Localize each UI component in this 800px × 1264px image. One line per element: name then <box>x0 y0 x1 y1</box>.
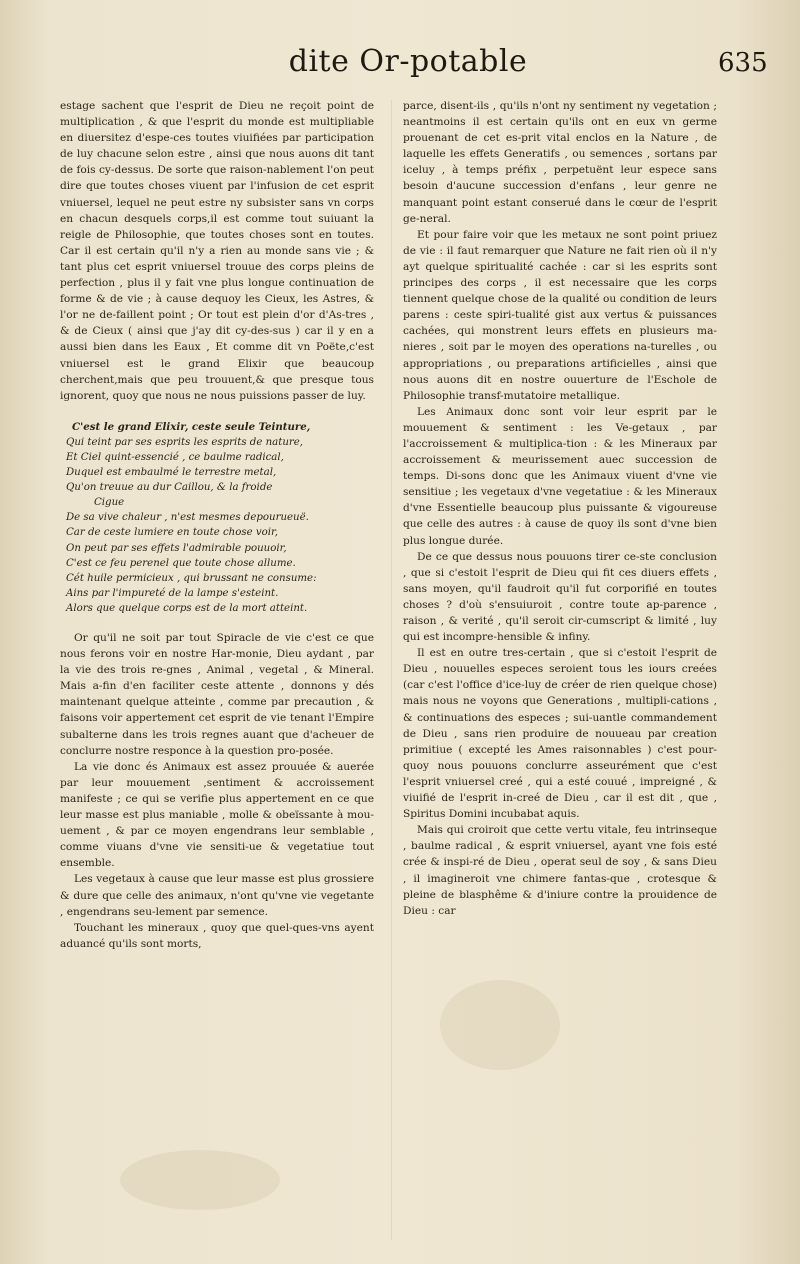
paragraph: Il est en outre tres-certain , que si c'estoit l'esprit de Dieu , nouuelles especes seroient tous les iours creées (car c'est l'office d'ice-luy de créer de rien quelque chose) mais nous ne voyons que Generations , multipli-cations , & continuations des especes ; sui-uantle commandement de Dieu , sans rien produire de nouueau par creation primitiue ( excepté les Ames raisonnables ) c'est pour-quoy nous pouuons conclurre asseurément que c'est l'esprit vniuersel creé , qui a esté couué , impreigné , & viuifié de l'esprit in-creé de Dieu , car il est dit , que , Spiritus Domini incubabat aquis. <box>403 647 717 821</box>
paragraph: Or qu'il ne soit par tout Spiracle de vie c'est ce que nous ferons voir en nostre Har-monie, Dieu aydant , par la vie des trois re-gnes , Animal , vegetal , & Mineral. Mais a-fin d'en faciliter ceste attente , donnons y dés maintenant quelque atteinte , comme par precaution , & faisons voir appertement cet esprit de vie tenant l'Empire subalterne dans les trois regnes auant que d'acheuer de conclurre nostre responce à la question pro-posée. <box>60 632 374 757</box>
page-number: 635 <box>718 48 768 78</box>
page-header <box>0 44 800 84</box>
verse-line: Ains par l'impureté de la lampe s'esteint. <box>66 587 279 599</box>
verse-line: Qu'on treuue au dur Caillou, & la froide <box>66 482 273 494</box>
verse-line: Alors que quelque corps est de la mort atteint. <box>66 602 308 614</box>
verse-line: On peut par ses effets l'admirable pouuoir, <box>66 542 287 554</box>
paragraph: Les vegetaux à cause que leur masse est plus grossiere & dure que celle des animaux, n'ont qu'vne vie vegetante , engendrans seu-lement par semence. <box>60 873 374 918</box>
verse-line: C'est ce feu perenel que toute chose allume. <box>66 557 296 569</box>
verse-line: Qui teint par ses esprits les esprits de nature, <box>66 436 304 448</box>
paragraph: Les Animaux donc sont voir leur esprit par le mouuement & sentiment : les Ve-getaux , par l'accroissement & multiplica-tion : & les Mineraux par accroissement & meurissement auec succession de temps. Di-sons donc que les Animaux viuent d'vne vie sensitiue ; les vegetaux d'vne vegetatiue : & les Mineraux d'vne Essentielle beaucoup plus puissante & vigoureuse que celle des autres : à cause de quoy ils sont d'vne bien plus longue durée. <box>403 405 717 547</box>
column-divider <box>391 100 392 1240</box>
paper-stain <box>120 1150 280 1210</box>
paragraph: Mais qui croiroit que cette vertu vitale, feu intrinseque , baulme radical , & esprit vniuersel, ayant vne fois esté crée & inspi-ré de Dieu , operat seul de soy , & sans Dieu , il imagineroit vne chimere fantas-que , crotesque & pleine de blasphême & d'iniure contre la prouidence de Dieu : car <box>403 824 717 917</box>
paper-stain <box>440 980 560 1070</box>
paragraph: La vie donc és Animaux est assez prouuée & auerée par leur mouuement ,sentiment & accroissement manifeste ; ce qui se verifie plus appertement en ce que leur masse est plus maniable , molle & obeïssante à mou-uement , & par ce moyen engendrans leur semblable , comme viuans d'vne vie sensiti-ue & vegetatiue tout ensemble. <box>60 760 374 870</box>
verse-line: Duquel est embaulmé le terrestre metal, <box>66 467 277 479</box>
right-column <box>403 98 717 919</box>
verse-quotation <box>60 420 374 616</box>
verse-line: De sa vive chaleur , n'est mesmes depourueuë. <box>66 512 309 524</box>
paragraph: estage sachent que l'esprit de Dieu ne reçoit point de multiplication , & que l'esprit du monde est multipliable en diuersitez d'espe-ces toutes viuifiées par participation de luy chacune selon estre , ainsi que nous auons dit tant de fois cy-dessus. De sorte que raison-nablement l'on peut dire que toutes choses viuent par l'infusion de cet esprit vniuersel, lequel ne peut estre ny subsister sans vn corps en chacun desquels corps,il est comme tout suiuant la reigle de Philosophie, que toutes choses sont en toutes. Car il est certain qu'il n'y a rien au monde sans vie ; & tant plus cet esprit vniuersel trouue des corps pleins de perfection , plus il y fait vne plus longue continuation de forme & de vie ; à cause dequoy les Cieux, les Astres, & l'or ne de-faillent point ; Or tout est plein d'or d'As-tres , & de Cieux ( ainsi que j'ay dit cy-des-sus ) car il y en a aussi bien dans les Eaux , Et comme dit vn Poëte,c'est vniuersel est le grand Elixir que beaucoup cherchent,mais que peu trouuent,& que presque tous ignorent, quoy que nous ne nous puissions passer de luy. <box>60 100 374 402</box>
paragraph: Touchant les mineraux , quoy que quel-ques-vns ayent aduancé qu'ils sont morts, <box>60 921 374 950</box>
verse-line: Car de ceste lumiere en toute chose voir, <box>66 527 279 539</box>
running-title: dite Or-potable <box>288 44 528 79</box>
paragraph: De ce que dessus nous pouuons tirer ce-ste conclusion , que si c'estoit l'esprit de Dieu qui fit ces diuers effets , sans moyen, qu'il faudroit qu'il fut corporifié en toutes choses ? d'où s'ensuiuroit , contre toute ap-parence , raison , & verité , qu'il seroit cir-cumscript & limité , luy qui est incompre-hensible & infiny. <box>403 550 717 644</box>
verse-title: C'est le grand Elixir, ceste seule Teinture, <box>72 420 311 433</box>
paragraph: parce, disent-ils , qu'ils n'ont ny sentiment ny vegetation ; neantmoins il est certain qu'ils ont en eux vn germe prouenant de cet es-prit vital enclos en la Nature , de laquelle les effets Generatifs , ou semences , sortans par iceluy , à temps préfix , perpetuënt leur espece sans besoin d'aucune succession d'enfans , leur genre ne manquant point estant conserué dans le cœur de l'esprit ge-neral. <box>403 100 717 225</box>
left-column <box>60 98 374 952</box>
paragraph: Et pour faire voir que les metaux ne sont point priuez de vie : il faut remarquer que Nature ne fait rien où il n'y ayt quelque spiritualité cachée : car si les esprits sont principes des corps , il est necessaire que les corps tiennent quelque chose de la qualité ou condition de leurs parens : ceste spiri-tualité gist aux vertus & puissances cachées, qui monstrent leurs effets en plusieurs ma-nieres , soit par le moyen des operations na-turelles , ou appropriations , ou preparations artificielles , ainsi que nous auons dit en nostre ouuerture de l'Eschole de Philosophie transf-mutatoire metallique. <box>403 228 717 402</box>
verse-line: Cét huile permicieux , qui brussant ne consume: <box>66 572 317 584</box>
verse-line: Et Ciel quint-essencié , ce baulme radical, <box>66 451 284 463</box>
verse-line: Cigue <box>94 497 125 509</box>
